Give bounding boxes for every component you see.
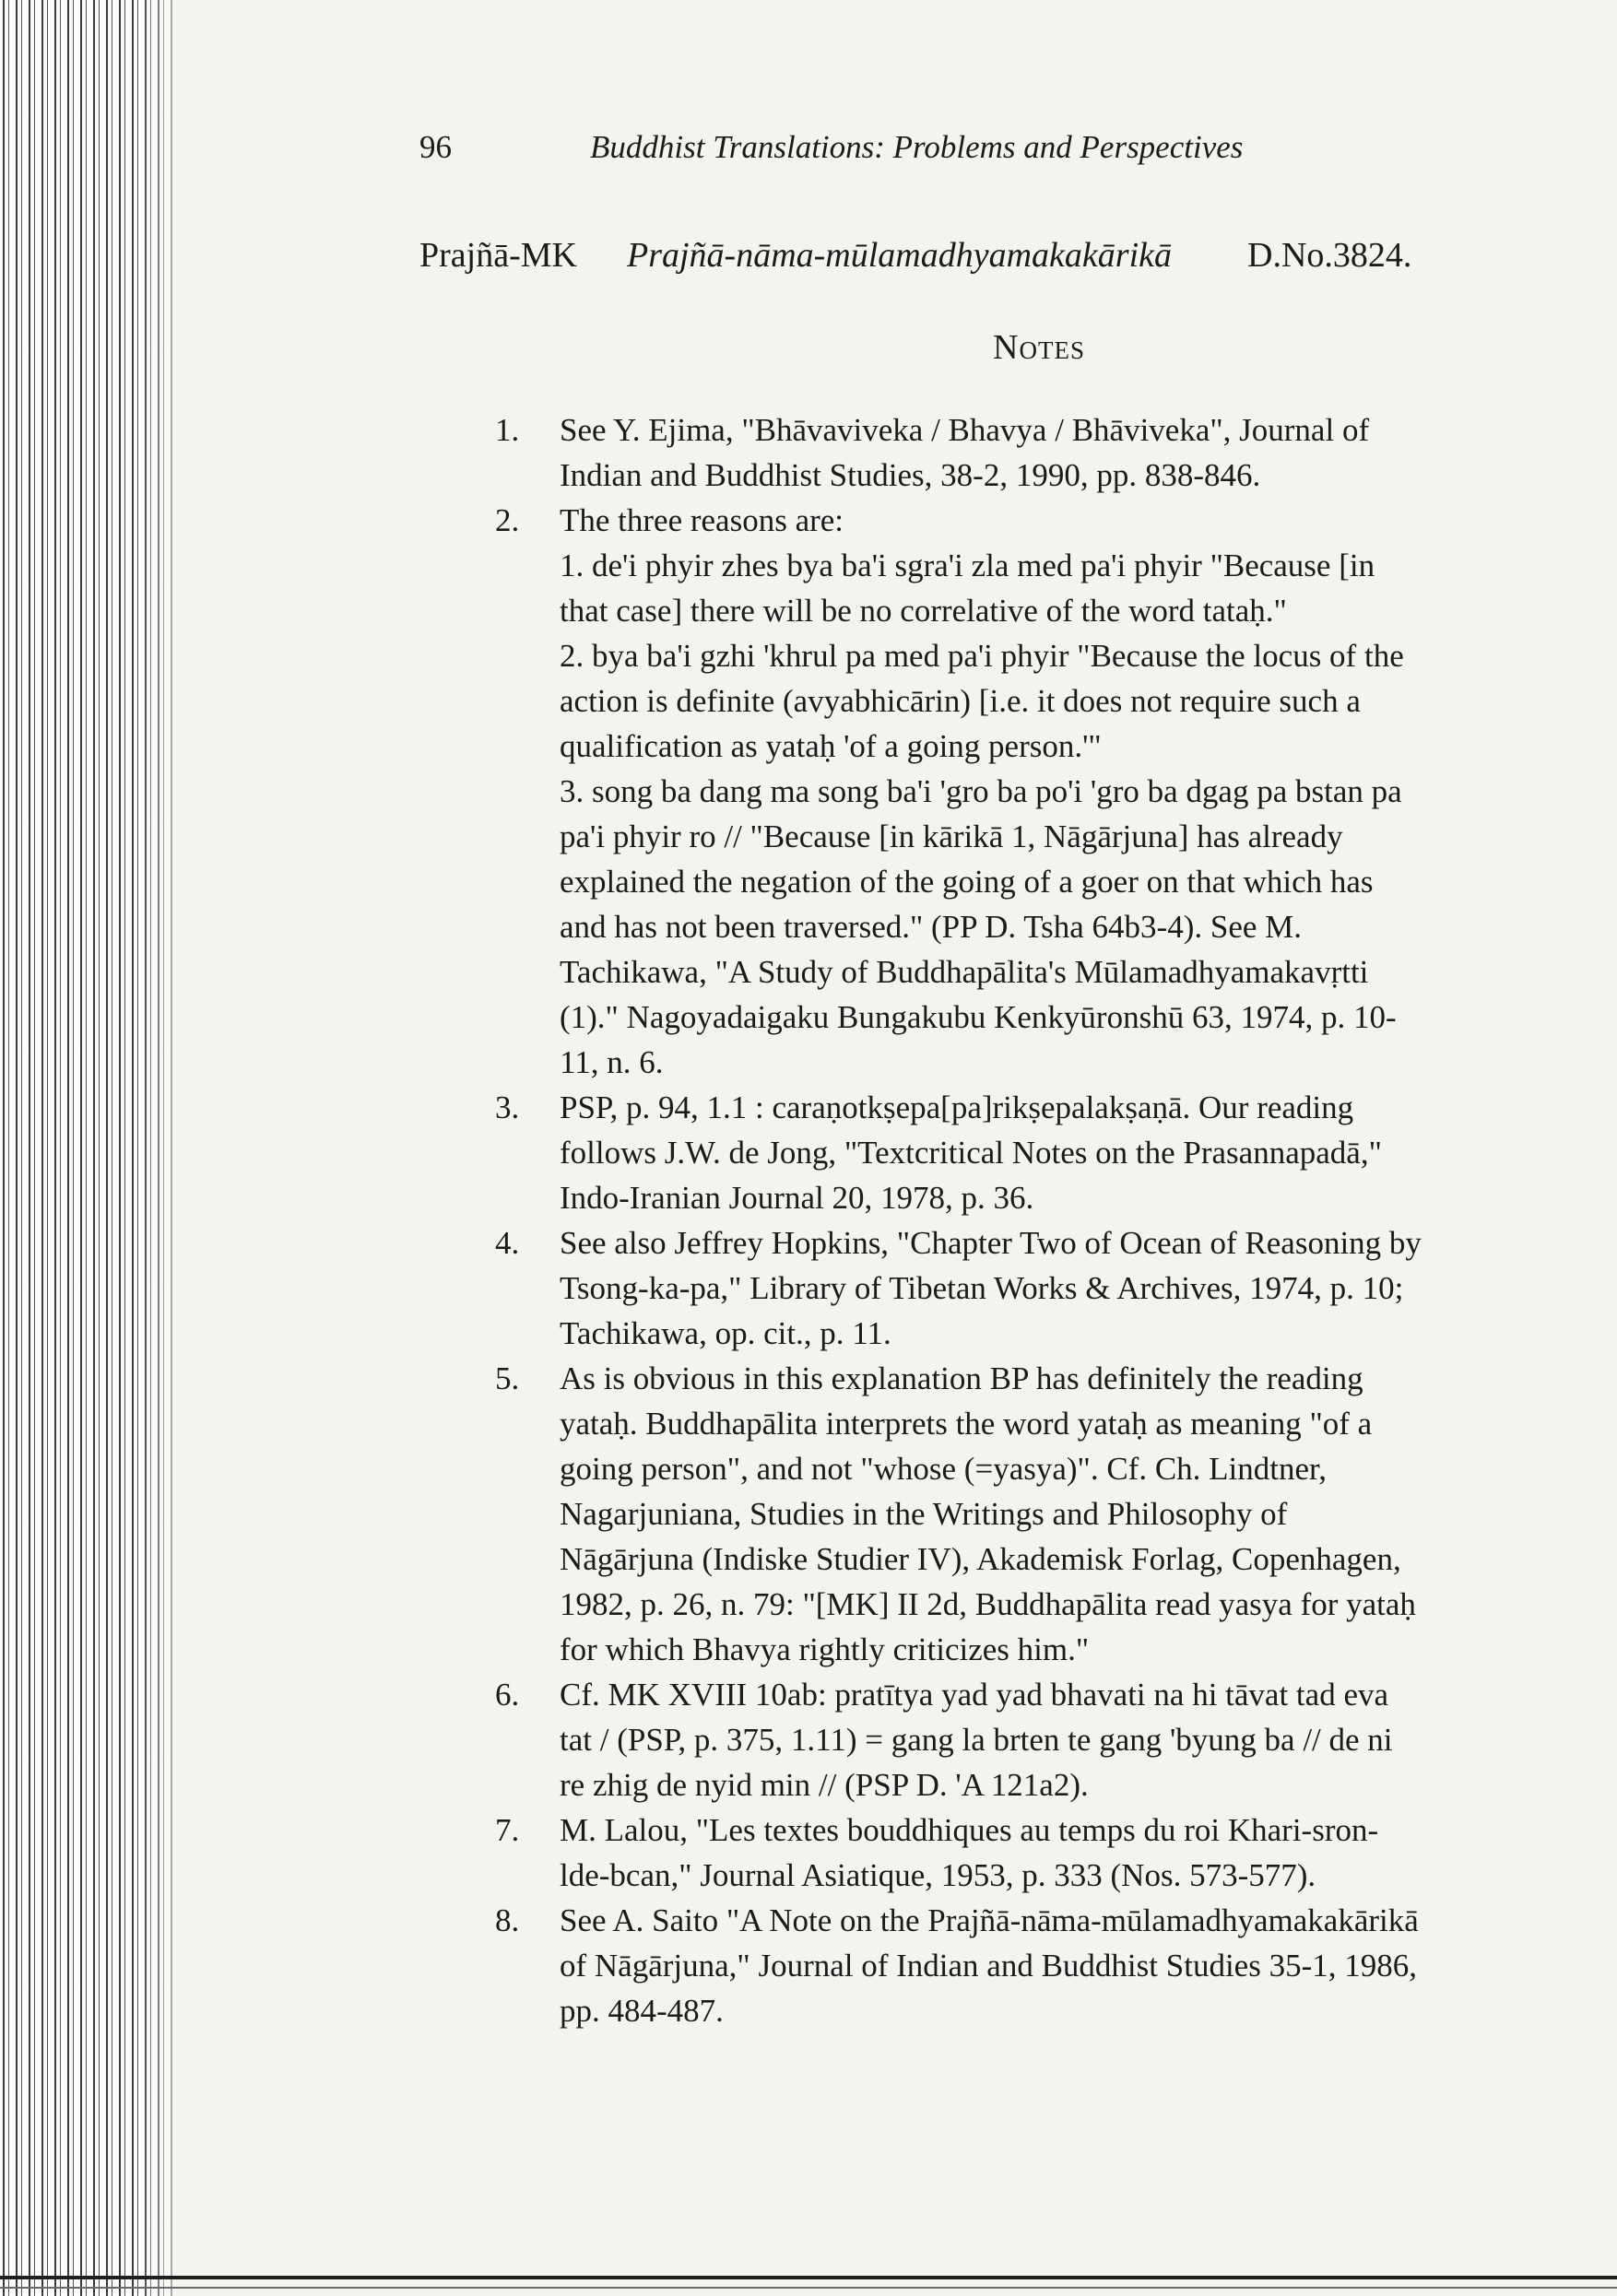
binding-shadow bbox=[138, 0, 194, 2296]
note-line: pp. 484-487. bbox=[560, 1993, 724, 2029]
note-line: going person", and not "whose (=yasya)". Cf. Ch. Lindtner, bbox=[560, 1451, 1328, 1487]
note-line: 1982, p. 26, n. 79: "[MK] II 2d, Buddhapālita read yasya for yataḥ bbox=[560, 1586, 1416, 1622]
scan-bottom-edge bbox=[0, 2276, 1617, 2279]
abbreviation-title: Prajñā-nāma-mūlamadhyamakakārikā bbox=[627, 236, 1173, 275]
note-line: action is definite (avyabhicārin) [i.e. it does not require such a bbox=[560, 683, 1361, 719]
note-line: 1. de'i phyir zhes bya ba'i sgra'i zla med pa'i phyir "Because [in bbox=[560, 548, 1375, 583]
note-line: tat / (PSP, p. 375, 1.11) = gang la brten te gang 'byung ba // de ni bbox=[560, 1722, 1393, 1758]
note-item bbox=[495, 1672, 1555, 1807]
notes-heading: Notes bbox=[993, 328, 1085, 367]
note-number: 2. bbox=[495, 502, 520, 538]
abbreviation-key: Prajñā-MK bbox=[419, 236, 577, 275]
note-line: (1)." Nagoyadaigaku Bungakubu Kenkyūronshū 63, 1974, p. 10- bbox=[560, 999, 1397, 1035]
note-number: 1. bbox=[495, 412, 520, 448]
note-line: See also Jeffrey Hopkins, "Chapter Two of Ocean of Reasoning by bbox=[560, 1225, 1422, 1261]
note-line: of Nāgārjuna," Journal of Indian and Buddhist Studies 35-1, 1986, bbox=[560, 1948, 1417, 1984]
note-line: for which Bhavya rightly criticizes him." bbox=[560, 1631, 1090, 1667]
note-line: Indo-Iranian Journal 20, 1978, p. 36. bbox=[560, 1180, 1034, 1216]
note-line: and has not been traversed." (PP D. Tsha 64b3-4). See M. bbox=[560, 909, 1303, 945]
abbreviation-reference: D.No.3824. bbox=[1247, 236, 1412, 275]
note-line: Nāgārjuna (Indiske Studier IV), Akademisk Forlag, Copenhagen, bbox=[560, 1541, 1401, 1577]
scan-bottom-edge-shadow bbox=[0, 2287, 1617, 2289]
note-line: As is obvious in this explanation BP has definitely the reading bbox=[560, 1360, 1363, 1396]
note-line: 3. song ba dang ma song ba'i 'gro ba po'i 'gro ba dgag pa bstan pa bbox=[560, 773, 1402, 809]
note-number: 8. bbox=[495, 1902, 520, 1938]
note-line: See Y. Ejima, "Bhāvaviveka / Bhavya / Bhāviveka", Journal of bbox=[560, 412, 1370, 448]
note-item bbox=[495, 407, 1555, 498]
note-line: 2. bya ba'i gzhi 'khrul pa med pa'i phyir "Because the locus of the bbox=[560, 638, 1404, 674]
note-line: Tsong-ka-pa," Library of Tibetan Works & Archives, 1974, p. 10; bbox=[560, 1270, 1404, 1306]
note-number: 5. bbox=[495, 1360, 520, 1396]
note-line: Cf. MK XVIII 10ab: pratītya yad yad bhavati na hi tāvat tad eva bbox=[560, 1677, 1389, 1713]
note-line: lde-bcan," Journal Asiatique, 1953, p. 333 (Nos. 573-577). bbox=[560, 1857, 1316, 1893]
note-line: Tachikawa, "A Study of Buddhapālita's Mūlamadhyamakavṛtti bbox=[560, 954, 1369, 990]
note-item bbox=[495, 1807, 1555, 1898]
note-line: The three reasons are: bbox=[560, 502, 844, 538]
note-line: follows J.W. de Jong, "Textcritical Notes on the Prasannapadā," bbox=[560, 1135, 1382, 1171]
note-item bbox=[495, 1356, 1555, 1672]
note-line: yataḥ. Buddhapālita interprets the word yataḥ as meaning "of a bbox=[560, 1406, 1373, 1442]
note-line: qualification as yataḥ 'of a going person.'" bbox=[560, 728, 1102, 764]
running-title: Buddhist Translations: Problems and Perspectives bbox=[590, 129, 1244, 165]
note-line: Indian and Buddhist Studies, 38-2, 1990, pp. 838-846. bbox=[560, 457, 1261, 493]
notes-list bbox=[495, 407, 1555, 2033]
note-line: PSP, p. 94, 1.1 : caraṇotkṣepa[pa]rikṣepalakṣaṇā. Our reading bbox=[560, 1089, 1354, 1125]
note-line: 11, n. 6. bbox=[560, 1044, 664, 1080]
note-line: pa'i phyir ro // "Because [in kārikā 1, Nāgārjuna] has already bbox=[560, 818, 1343, 854]
page-number: 96 bbox=[419, 129, 452, 165]
note-item bbox=[495, 1220, 1555, 1356]
note-line: explained the negation of the going of a goer on that which has bbox=[560, 864, 1374, 900]
note-line: re zhig de nyid min // (PSP D. 'A 121a2). bbox=[560, 1767, 1089, 1803]
note-line: See A. Saito "A Note on the Prajñā-nāma-mūlamadhyamakakārikā bbox=[560, 1902, 1419, 1938]
note-number: 4. bbox=[495, 1225, 520, 1261]
note-line: Tachikawa, op. cit., p. 11. bbox=[560, 1315, 891, 1351]
page-header bbox=[419, 129, 1526, 175]
note-line: that case] there will be no correlative of the word tataḥ." bbox=[560, 593, 1287, 629]
note-item bbox=[495, 498, 1555, 1085]
note-line: M. Lalou, "Les textes bouddhiques au temps du roi Khari-sron- bbox=[560, 1812, 1379, 1848]
note-number: 7. bbox=[495, 1812, 520, 1848]
note-number: 3. bbox=[495, 1089, 520, 1125]
note-item bbox=[495, 1898, 1555, 2033]
note-line: Nagarjuniana, Studies in the Writings and Philosophy of bbox=[560, 1496, 1288, 1532]
note-number: 6. bbox=[495, 1677, 520, 1713]
note-item bbox=[495, 1085, 1555, 1220]
